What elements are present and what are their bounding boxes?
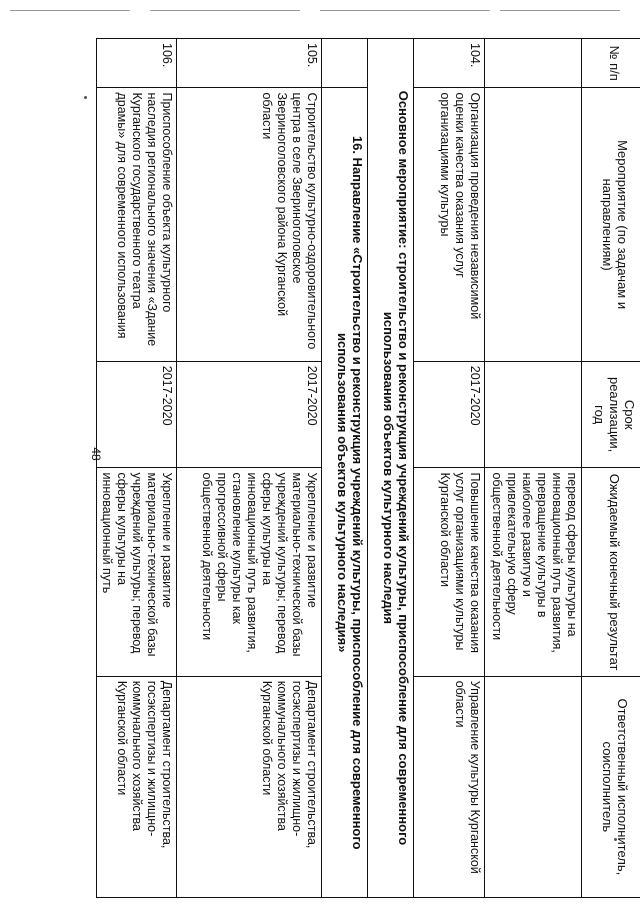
cell-result: Укрепление и развитие материально-технической базы учреждений культуры; перевод сферы культуры на инновационный путь развития, становление культуры как прогрессивной сферы общественной деятельности (177, 468, 322, 676)
table-row-continuation (485, 39, 582, 898)
scan-artifact-line (500, 10, 620, 11)
cell-term: 2017-2020 (414, 361, 485, 468)
header-executor: Ответственный исполнитель, соисполнитель (582, 676, 640, 897)
table-header-row (582, 39, 640, 898)
cell-event: Приспособление объекта культурного наследия регионального значения «Здание Курганского государственного театра драмы» для современного использования (97, 88, 177, 361)
table-row-105 (177, 39, 322, 898)
scan-artifact-line (320, 10, 490, 11)
cell-empty (485, 361, 582, 468)
cell-num: 104. (414, 39, 485, 88)
cell-num: 105. (177, 39, 322, 88)
page-number: 48 (89, 447, 103, 461)
cell-result: Укрепление и развитие материально-технической базы учреждений культуры; перевод сферы культуры на инновационный путь (97, 468, 177, 676)
scan-dot (84, 96, 87, 99)
cell-result: Повышение качества оказания услуг организациями культуры Курганской области (414, 468, 485, 676)
cell-empty (485, 88, 582, 361)
header-term: Срок реализации, год (582, 361, 640, 468)
cell-empty (485, 676, 582, 897)
cell-term: 2017-2020 (177, 361, 322, 468)
cell-event: Организация проведения независимой оценки качества оказания услуг организациями культуры (414, 88, 485, 361)
table-container (96, 38, 640, 898)
cell-empty (322, 39, 368, 88)
cell-executor: Департамент строительства, госэкспертизы и жилищно-коммунального хозяйства Курганской области (97, 676, 177, 897)
cell-num: 106. (97, 39, 177, 88)
scan-artifact-line (150, 10, 300, 11)
cell-event: Строительство культурно-оздоровительного центра в селе Звериноголовское Звериноголовского района Курганской области (177, 88, 322, 361)
cell-result: перевод сферы культуры на инновационный путь развития, превращение культуры в наиболее развитую и привлекательную сферу общественной деятельности (485, 468, 582, 676)
table-row-106 (97, 39, 177, 898)
scan-artifact-line (10, 10, 130, 11)
cell-empty (485, 39, 582, 88)
section-row-main (368, 39, 414, 898)
cell-term: 2017-2020 (97, 361, 177, 468)
events-table (96, 38, 640, 898)
cell-executor: Управление культуры Курганской области (414, 676, 485, 897)
section-row-16 (322, 39, 368, 898)
section-16-title: 16. Направление «Строительство и реконструкция учреждений культуры, приспособление для современного использования объектов культурного наследия» (322, 88, 368, 898)
section-main-title: Основное мероприятие: строительство и реконструкция учреждений культуры, приспособление для современного использования объектов культурного наследия (368, 39, 414, 898)
header-event: Мероприятие (по задачам и направлениям) (582, 88, 640, 361)
table-row-104 (414, 39, 485, 898)
header-result: Ожидаемый конечный результат (582, 468, 640, 676)
cell-executor: Департамент строительства, госэкспертизы и жилищно-коммунального хозяйства Курганской области (177, 676, 322, 897)
header-num: № п/п (582, 39, 640, 88)
rotated-table (96, 38, 640, 898)
